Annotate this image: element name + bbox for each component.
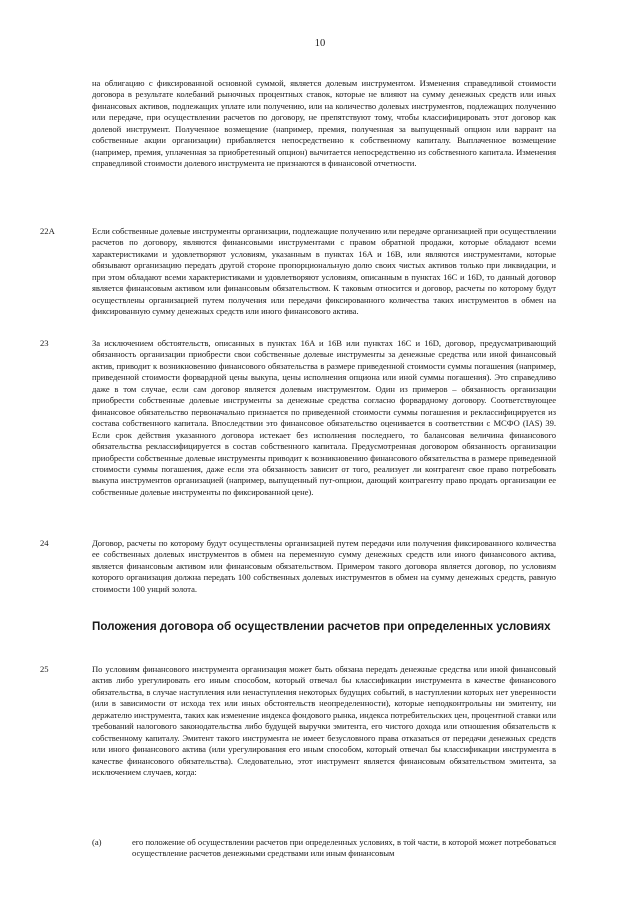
intro-paragraph: на облигацию с фиксированной основной суммой, является долевым инструментом. Изменения справедливой стоимости договора в результате колебаний рыночных процентных ставок, которые не влияют на сумму денежных средств или иных финансовых активов, подлежащих уплате или получению, или на количество долевых инструментов, подлежащих получению или передаче, при осуществлении расчетов по договору, не препятствуют тому, чтобы классифицировать этот договор как долевой инструмент. Полученное возмещение (например, премия, полученная за выпущенный опцион или варрант на собственные акции организации) прибавляется непосредственно к собственному капиталу. Выплаченное возмещение (например, премия, уплаченная за приобретенный опцион) вычитается непосредственно из собственного капитала. Изменения справедливой стоимости долевого инструмента не признаются в финансовой отчетности. [92,78,556,169]
page-number: 10 [314,38,326,49]
paragraph-number-22a: 22A [40,226,55,236]
sub-item-a-text: его положение об осуществлении расчетов при определенных условиях, в той части, в которой может потребоваться осуществление расчетов денежными средствами или иным финансовым [132,837,556,859]
paragraph-23-block [92,338,556,498]
paragraph-25-block [92,664,556,779]
paragraph-number-25: 25 [40,664,49,674]
paragraph-22a-block [92,226,556,318]
intro-paragraph-block [92,78,556,170]
sub-item-label-a: (a) [92,837,102,847]
paragraph-number-24: 24 [40,538,49,548]
paragraph-25-text: По условиям финансового инструмента организация может быть обязана передать денежные средства или иной финансовый актив либо урегулировать его иным способом, который отвечал бы классификации инструмента в качестве финансового обязательства, в случае наступления или ненаступления некоторых будущих событий, в наступлении которых нет уверенности (или в зависимости от исхода тех или иных обстоятельств неопределенности), которые неподконтрольны ни эмитенту, ни держателю инструмента, таких как изменение индекса фондового рынка, индекса потребительских цен, процентной ставки или требований налогового законодательства либо будущей выручки эмитента, его чистого дохода или отношения обязательств к собственному капиталу. Эмитент такого инструмента не имеет безусловного права отказаться от передачи денежных средств или иного финансового актива (или урегулирования его иным способом, который отвечал бы классификации инструмента в качестве финансового обязательства). Следовательно, этот инструмент является финансовым обязательством эмитента, за исключением случаев, когда: [92,664,556,778]
section-heading: Положения договора об осуществлении расчетов при определенных условиях [92,620,551,633]
sub-item-a-block [132,837,556,860]
paragraph-23-text: За исключением обстоятельств, описанных в пунктах 16A и 16B или пунктах 16C и 16D, договор, предусматривающий обязанность организации приобрести свои собственные долевые инструменты за денежные средства или иной финансовый актив, приводит к возникновению финансового обязательства в размере приведенной стоимости суммы погашения (например, приведенной стоимости форвардной цены выкупа, цены исполнения опциона или иной суммы погашения). Это справедливо даже в том случае, если сам договор является долевым инструментом. Один из примеров – обязанность организации приобрести собственные долевые инструменты за денежные средства согласно форвардному договору. Соответствующее финансовое обязательство первоначально признается по приведенной стоимости суммы погашения и реклассифицируется из состава собственного капитала. Впоследствии это финансовое обязательство оценивается в соответствии с МСФО (IAS) 39. Если срок действия указанного договора истекает без исполнения последнего, то балансовая величина финансового обязательства реклассифицируется в состав собственного капитала. Предусмотренная договором обязанность организации приобрести собственные долевые инструменты приводит к возникновению финансового обязательства в размере приведенной стоимости суммы погашения, даже если эта обязанность зависит от того, реализует ли контрагент свое право потребовать выкупа инструментов организацией (например, выпущенный пут-опцион, дающий контрагенту право продать организации ее собственные долевые инструменты по фиксированной цене). [92,338,556,497]
paragraph-number-23: 23 [40,338,49,348]
paragraph-24-text: Договор, расчеты по которому будут осуществлены организацией путем передачи или получения фиксированного количества ее собственных долевых инструментов в обмен на переменную сумму денежных средств или иного финансового актива, является финансовым активом или финансовым обязательством. Примером такого договора является договор, по условиям которого организация должна передать 100 собственных долевых инструментов в обмен на сумму денежных средств, равную стоимости 100 унций золота. [92,538,556,594]
paragraph-22a-text: Если собственные долевые инструменты организации, подлежащие получению или передаче организацией при осуществлении расчетов по договору, являются финансовыми инструментами с правом обратной продажи, которые обладают всеми характеристиками и удовлетворяют условиям, указанным в пунктах 16A и 16B, или являются инструментами, которые обязывают организацию передать другой стороне пропорциональную долю своих чистых активов только при ликвидации, и при этом обладают всеми характеристиками и удовлетворяют условиям, описанным в пунктах 16C и 16D, то данный договор является финансовым активом или финансовым обязательством. К таковым относится и договор, расчеты по которому будут осуществлены организацией путем получения или передачи фиксированного количества таких инструментов в обмен на фиксированную сумму денежных средств или иного финансового актива. [92,226,556,317]
paragraph-24-block [92,538,556,595]
